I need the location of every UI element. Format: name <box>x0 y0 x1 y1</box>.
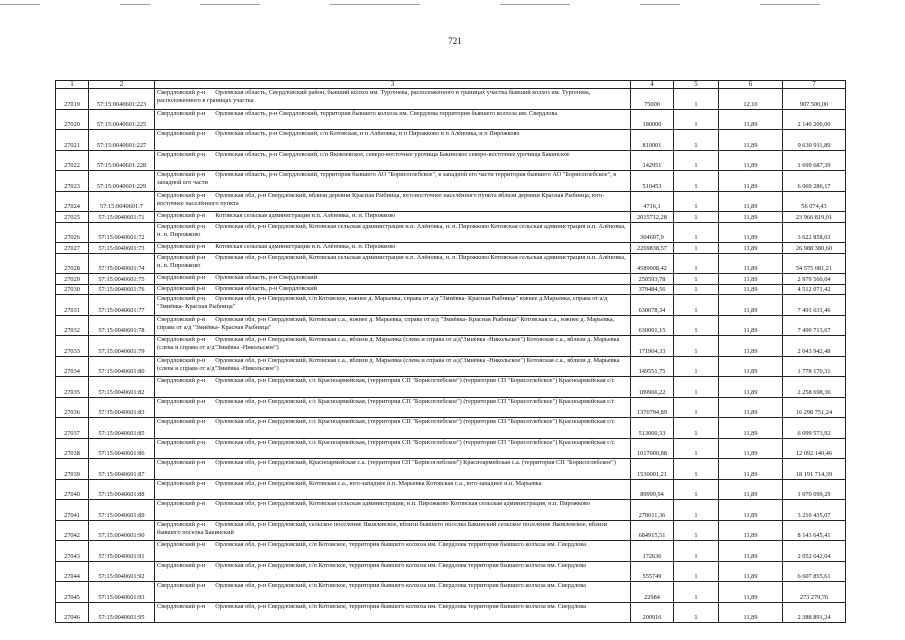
cadastral-number: 57:15:0040601:90 <box>89 520 155 541</box>
table-row <box>56 315 846 336</box>
cadastral-value: 2 388 891,24 <box>783 602 846 623</box>
coefficient: 1 <box>674 336 719 357</box>
address: Орловская обл, р-н Свердловский, Котовская с.а., вблизи д. Марьевка (слева и справа от а/д"Змиёвка -Никольское") Котовская с.а., вблизи д. Марьевка (слева и справа от а/д"Змиёвка -Никольское") <box>157 356 620 372</box>
area: 142951 <box>631 150 674 171</box>
area: 630001,15 <box>631 315 674 336</box>
area: 630078,34 <box>631 295 674 316</box>
area: 22984 <box>631 582 674 603</box>
table-row <box>56 191 846 212</box>
cadastral-number: 57:15:0040601:82 <box>89 377 155 398</box>
cadastral-value: 2 258 698,36 <box>783 377 846 398</box>
area: 1370794,89 <box>631 397 674 418</box>
area: 1017000,88 <box>631 438 674 459</box>
area: 510453 <box>631 171 674 192</box>
district: Свердловский р-н <box>157 284 206 292</box>
district: Свердловский р-н <box>157 602 206 610</box>
cadastral-number: 57:15:0040601:83 <box>89 397 155 418</box>
address: Орловская обл, р-н Свердловский, с/п Котовское, территория бывшего колхоза им. Свердлова территория бывшего колхоза им. Свердлова <box>215 561 586 569</box>
row-number: 27030 <box>56 284 89 295</box>
district: Свердловский р-н <box>157 130 206 137</box>
row-number: 27021 <box>56 130 89 151</box>
district: Свердловский р-н <box>157 438 206 446</box>
coefficient: 1 <box>674 222 719 243</box>
row-number: 27028 <box>56 253 89 274</box>
table-row <box>56 520 846 541</box>
area: 1530001,21 <box>631 459 674 480</box>
address-cell <box>155 602 631 623</box>
address: Орловская обл, р-н Свердловский, Котовская с.а., юго-западнее н.п. Марьевка Котовская с.а., юго-западнее н.п. Марьевка <box>215 479 542 487</box>
rate: 11,89 <box>719 284 783 295</box>
cadastral-number: 57:15:0040601:88 <box>89 479 155 500</box>
rate: 11,89 <box>719 397 783 418</box>
district: Свердловский р-н <box>157 336 206 343</box>
district: Свердловский р-н <box>157 315 206 323</box>
district: Свердловский р-н <box>157 109 206 117</box>
address-cell <box>155 479 631 500</box>
table-row <box>56 284 846 295</box>
area: 89999,94 <box>631 479 674 500</box>
rate: 12,10 <box>719 89 783 110</box>
cadastral-value: 8 143 645,41 <box>783 520 846 541</box>
table-row <box>56 541 846 562</box>
scan-artifact <box>0 4 905 10</box>
address: Орловская область, р-н Свердловский <box>215 274 317 281</box>
address-cell <box>155 459 631 480</box>
table-row <box>56 109 846 130</box>
address: Орловская область, р-н Свердловский, с/п Яковлевское, северо-восточнее урочища Бакинское северо-восточнее урочища Бакинское <box>215 150 570 158</box>
area: 4716,1 <box>631 191 674 212</box>
coefficient: 1 <box>674 479 719 500</box>
address-cell <box>155 284 631 295</box>
district: Свердловский р-н <box>157 253 206 261</box>
address-cell <box>155 243 631 254</box>
rate: 11,89 <box>719 315 783 336</box>
cadastral-number: 57:15:0040601:7 <box>89 191 155 212</box>
rate: 11,89 <box>719 130 783 151</box>
row-number: 27043 <box>56 541 89 562</box>
district: Свердловский р-н <box>157 479 206 487</box>
district: Свердловский р-н <box>157 274 206 281</box>
address-cell <box>155 377 631 398</box>
area: 250593,78 <box>631 274 674 285</box>
coefficient: 1 <box>674 561 719 582</box>
cadastral-value: 56 074,43 <box>783 191 846 212</box>
coefficient: 1 <box>674 150 719 171</box>
rate: 11,89 <box>719 500 783 521</box>
area: 2269838,57 <box>631 243 674 254</box>
rate: 11,89 <box>719 191 783 212</box>
district: Свердловский р-н <box>157 356 206 364</box>
cadastral-value: 273 279,76 <box>783 582 846 603</box>
cadastral-value: 4 512 071,42 <box>783 284 846 295</box>
address-cell <box>155 397 631 418</box>
address: Орловская область, р-н Свердловский, территория бывшего АО "Борисоглебское", в западной его части территория бывшего АО "Борисоглебское", в западной его части <box>157 171 617 186</box>
address: Орловская обл, р-н Свердловский, Котовская с.а., южнее д. Марьевка, справа от а/д "Змиёвка- Красная Рыбница" Котовская с.а., южнее д. Марьевка, справа от а/д "Змиёвка- Красная Рыбница" <box>157 315 615 331</box>
address-cell <box>155 295 631 316</box>
district: Свердловский р-н <box>157 520 206 528</box>
cadastral-value: 18 191 714,39 <box>783 459 846 480</box>
address-cell <box>155 171 631 192</box>
table-row <box>56 561 846 582</box>
address-cell <box>155 274 631 285</box>
row-number: 27019 <box>56 89 89 110</box>
table-row <box>56 479 846 500</box>
cadastral-number: 57:15:0040601:72 <box>89 222 155 243</box>
cadastral-value: 2 043 942,48 <box>783 336 846 357</box>
row-number: 27033 <box>56 336 89 357</box>
rate: 11,89 <box>719 295 783 316</box>
area: 172636 <box>631 541 674 562</box>
row-number: 27024 <box>56 191 89 212</box>
address-cell <box>155 438 631 459</box>
rate: 11,89 <box>719 243 783 254</box>
address: Орловская обл, р-н Свердловский, с/п Котовское, территория бывшего колхоза им. Свердлова территория бывшего колхоза им. Свердлова <box>215 582 586 589</box>
address: Котовская сельская администрация н.п. Алёновка, н. п. Пирожково <box>215 212 396 219</box>
row-number: 27040 <box>56 479 89 500</box>
rate: 11,89 <box>719 377 783 398</box>
cadastral-number: 57:15:0040601:91 <box>89 541 155 562</box>
address-cell <box>155 418 631 439</box>
district: Свердловский р-н <box>157 377 206 384</box>
table-row <box>56 602 846 623</box>
cadastral-value: 2 052 642,04 <box>783 541 846 562</box>
row-number: 27044 <box>56 561 89 582</box>
address: Орловская обл, р-н Свердловский, с/п Котовское, южнее д. Марьевка, справа от а/д "Змиёвка- Красная Рыбница" южнее д.Марьевка, справа от а/д "Змиёвка- Красная Рыбница" <box>157 295 608 310</box>
cadastral-value: 2 140 200,00 <box>783 109 846 130</box>
address-cell <box>155 582 631 603</box>
table-header-row <box>56 81 846 89</box>
row-number: 27025 <box>56 212 89 223</box>
table-row <box>56 438 846 459</box>
rate: 11,89 <box>719 459 783 480</box>
table-row <box>56 336 846 357</box>
row-number: 27034 <box>56 356 89 377</box>
row-number: 27031 <box>56 295 89 316</box>
address: Орловская область, р-н Свердловский, с/п Котовская, н п Алёновка, н п Пирожково н п Алёновка, н п Пирожково <box>215 130 520 137</box>
rate: 11,89 <box>719 222 783 243</box>
cadastral-value: 1 699 687,39 <box>783 150 846 171</box>
coefficient: 1 <box>674 191 719 212</box>
rate: 11,89 <box>719 356 783 377</box>
cadastral-number: 57:15:0040601:79 <box>89 336 155 357</box>
area: 180000 <box>631 109 674 130</box>
cadastral-value: 2 979 560,04 <box>783 274 846 285</box>
address: Орловская обл, р-н Свердловский, с/с Красноармейская, (территория СП "Борисоглебское") (территория СП "Борисоглебское") Красноармейская с/с <box>215 418 615 425</box>
rate: 11,89 <box>719 109 783 130</box>
cadastral-value: 26 988 380,60 <box>783 243 846 254</box>
row-number: 27029 <box>56 274 89 285</box>
address-cell <box>155 520 631 541</box>
rate: 11,89 <box>719 212 783 223</box>
rate: 11,89 <box>719 582 783 603</box>
header-col-2: 2 <box>89 81 155 89</box>
district: Свердловский р-н <box>157 459 206 466</box>
rate: 11,89 <box>719 479 783 500</box>
address-cell <box>155 356 631 377</box>
address: Орловская обл, р-н Свердловский, с/с Красноармейская, (территория СП "Борисоглебское") (территория СП "Борисоглебское") Красноармейская с/с <box>215 438 615 446</box>
coefficient: 1 <box>674 602 719 623</box>
address-cell <box>155 89 631 110</box>
address-cell <box>155 191 631 212</box>
district: Свердловский р-н <box>157 295 206 302</box>
coefficient: 1 <box>674 356 719 377</box>
cadastral-value: 54 575 081,21 <box>783 253 846 274</box>
cadastral-number: 57:15:0040601:95 <box>89 602 155 623</box>
rate: 11,89 <box>719 438 783 459</box>
rate: 11,89 <box>719 274 783 285</box>
rate: 11,89 <box>719 171 783 192</box>
coefficient: 1 <box>674 459 719 480</box>
address: Орловская обл, р-н Свердловский, Котовская с.а., вблизи д. Марьевка (слева и справа от а/д"Змиёвка -Никольское") Котовская с.а., вблизи д. Марьевка (слева и справа от а/д"Змиёвка -Никольское") <box>157 336 620 351</box>
row-number: 27041 <box>56 500 89 521</box>
table-row <box>56 459 846 480</box>
cadastral-number: 57:15:0040601:71 <box>89 212 155 223</box>
area: 304697,9 <box>631 222 674 243</box>
cadastral-number: 57:15:0040601:78 <box>89 315 155 336</box>
row-number: 27027 <box>56 243 89 254</box>
cadastral-value: 1 070 099,29 <box>783 479 846 500</box>
area: 810001 <box>631 130 674 151</box>
rate: 11,89 <box>719 253 783 274</box>
area: 555749 <box>631 561 674 582</box>
rate: 11,89 <box>719 336 783 357</box>
coefficient: 1 <box>674 520 719 541</box>
table-row <box>56 130 846 151</box>
cadastral-number: 57:15:0040601:80 <box>89 356 155 377</box>
row-number: 27026 <box>56 222 89 243</box>
cadastral-value: 6 607 855,61 <box>783 561 846 582</box>
coefficient: 1 <box>674 315 719 336</box>
table-row <box>56 274 846 285</box>
address-cell <box>155 561 631 582</box>
table-row <box>56 377 846 398</box>
coefficient: 1 <box>674 171 719 192</box>
address-cell <box>155 253 631 274</box>
cadastral-value: 12 092 140,46 <box>783 438 846 459</box>
rate: 11,89 <box>719 520 783 541</box>
address: Орловская обл, р-н Свердловский, с/п Котовское, территория бывшего колхоза им. Свердлова территория бывшего колхоза им. Свердлова <box>215 541 586 548</box>
rate: 11,89 <box>719 541 783 562</box>
address: Орловская обл, р-н Свердловский, вблизи деревни Красная Рыбница, юго-восточнее населённого пункта вблизи деревни Красная Рыбница, юго-восточнее населённого пункта <box>157 191 605 207</box>
district: Свердловский р-н <box>157 222 206 230</box>
area: 684915,51 <box>631 520 674 541</box>
table-row <box>56 500 846 521</box>
header-col-4: 4 <box>631 81 674 89</box>
address-cell <box>155 109 631 130</box>
table-row <box>56 582 846 603</box>
row-number: 27020 <box>56 109 89 130</box>
row-number: 27039 <box>56 459 89 480</box>
district: Свердловский р-н <box>157 191 206 199</box>
cadastral-number: 57:15:0040601:228 <box>89 150 155 171</box>
address: Орловская обл, р-н Свердловский, с/п Котовское, территория бывшего колхоза им. Свердлова территория бывшего колхоза им. Свердлова <box>215 602 586 610</box>
cadastral-number: 57:15:0040601:75 <box>89 274 155 285</box>
cadastral-number: 57:15:0040601:225 <box>89 109 155 130</box>
header-col-1: 1 <box>56 81 89 89</box>
cadastral-number: 57:15:0040601:85 <box>89 418 155 439</box>
table-row <box>56 253 846 274</box>
row-number: 27022 <box>56 150 89 171</box>
cadastral-number: 57:15:0040601:86 <box>89 438 155 459</box>
cadastral-number: 57:15:0040601:93 <box>89 582 155 603</box>
address: Орловская обл, р-н Свердловский, сельское поселение Яковлевское, вблизи бывшего поселка Бакинский сельское поселение Яковлевское, вблизи бывшего поселка Бакинский <box>157 520 608 536</box>
district: Свердловский р-н <box>157 89 206 96</box>
address-cell <box>155 315 631 336</box>
table-row <box>56 212 846 223</box>
table-row <box>56 222 846 243</box>
row-number: 27035 <box>56 377 89 398</box>
row-number: 27045 <box>56 582 89 603</box>
area: 4589908,42 <box>631 253 674 274</box>
page-number: 721 <box>448 36 462 46</box>
row-number: 27032 <box>56 315 89 336</box>
district: Свердловский р-н <box>157 582 206 589</box>
cadastral-value: 6 069 286,17 <box>783 171 846 192</box>
table-row <box>56 418 846 439</box>
table-row <box>56 295 846 316</box>
address: Орловская обл, р-н Свердловский, Котовская сельская администрация н.п. Алёновка, н. п. Пирожково Котовская сельская администрация н.п. Алёновка, н. п. Пирожково <box>157 222 626 238</box>
cadastral-number: 57:15:0040601:77 <box>89 295 155 316</box>
area: 200916 <box>631 602 674 623</box>
address: Орловская обл, р-н Свердловский, Котовская сельская администрация, н.п. Пирожково Котовская сельская администрация, н.п. Пирожково <box>215 500 590 507</box>
rate: 11,89 <box>719 561 783 582</box>
row-number: 27023 <box>56 171 89 192</box>
cadastral-number: 57:15:0040601:76 <box>89 284 155 295</box>
coefficient: 1 <box>674 109 719 130</box>
address: Орловская обл, р-н Свердловский, Котовская сельская администрация н.п. Алёновка, н. п. Пирожково Котовская сельская администрация н.п. Алёновка, н. п. Пирожково <box>157 253 626 269</box>
district: Свердловский р-н <box>157 418 206 425</box>
area: 149551,75 <box>631 356 674 377</box>
coefficient: 1 <box>674 284 719 295</box>
district: Свердловский р-н <box>157 150 206 158</box>
cadastral-number: 57:15:0040601:74 <box>89 253 155 274</box>
coefficient: 1 <box>674 89 719 110</box>
coefficient: 1 <box>674 438 719 459</box>
header-col-5: 5 <box>674 81 719 89</box>
cadastral-number: 57:15:0040601:73 <box>89 243 155 254</box>
rate: 11,89 <box>719 418 783 439</box>
row-number: 27046 <box>56 602 89 623</box>
address-cell <box>155 222 631 243</box>
cadastral-value: 7 491 631,46 <box>783 295 846 316</box>
address: Орловская область, р-н Свердловский, территория бывшего колхоза им. Свердлова территория бывшего колхоза им. Свердлова <box>215 109 558 117</box>
address: Орловская обл, р-н Свердловский, с/с Красноармейская, (территория СП "Борисоглебское") (территория СП "Борисоглебское") Красноармейская с/с <box>215 377 615 384</box>
row-number: 27037 <box>56 418 89 439</box>
district: Свердловский р-н <box>157 243 206 250</box>
district: Свердловский р-н <box>157 397 206 405</box>
coefficient: 1 <box>674 295 719 316</box>
cadastral-value: 9 630 911,89 <box>783 130 846 151</box>
table-row <box>56 171 846 192</box>
area: 513000,33 <box>631 418 674 439</box>
address: Орловская область, р-н Свердловский <box>215 284 317 292</box>
district: Свердловский р-н <box>157 500 206 507</box>
table-row <box>56 89 846 110</box>
coefficient: 1 <box>674 418 719 439</box>
cadastral-value: 7 490 713,67 <box>783 315 846 336</box>
address-cell <box>155 541 631 562</box>
row-number: 27038 <box>56 438 89 459</box>
district: Свердловский р-н <box>157 541 206 548</box>
cadastral-value: 3 210 435,07 <box>783 500 846 521</box>
coefficient: 1 <box>674 397 719 418</box>
cadastral-value: 16 298 751,24 <box>783 397 846 418</box>
address-cell <box>155 336 631 357</box>
header-col-6: 6 <box>719 81 783 89</box>
cadastral-value: 3 622 858,03 <box>783 222 846 243</box>
area: 189966,22 <box>631 377 674 398</box>
coefficient: 1 <box>674 253 719 274</box>
coefficient: 1 <box>674 274 719 285</box>
cadastral-number: 57:15:0040601:229 <box>89 171 155 192</box>
cadastral-value: 23 966 819,01 <box>783 212 846 223</box>
table-row <box>56 243 846 254</box>
cadastral-number: 57:15:0040601:227 <box>89 130 155 151</box>
district: Свердловский р-н <box>157 561 206 569</box>
cadastral-number: 57:15:0040601:223 <box>89 89 155 110</box>
coefficient: 1 <box>674 500 719 521</box>
address: Орловская область, Свердловский район, бывший колхоз им. Тургенева, расположенного в границах участка бывший колхоз им. Тургенева, расположенного в границах участка <box>157 89 591 104</box>
header-col-7: 7 <box>783 81 846 89</box>
table-row <box>56 397 846 418</box>
cadastral-number: 57:15:0040601:89 <box>89 500 155 521</box>
district: Свердловский р-н <box>157 171 206 178</box>
row-number: 27036 <box>56 397 89 418</box>
coefficient: 1 <box>674 212 719 223</box>
cadastral-number: 57:15:0040601:87 <box>89 459 155 480</box>
cadastral-value: 907 500,00 <box>783 89 846 110</box>
area: 2015712,28 <box>631 212 674 223</box>
table-row <box>56 150 846 171</box>
address-cell <box>155 130 631 151</box>
address: Орловская обл, р-н Свердловский, Красноармейская с.а. (территория СП "Борисоглебское") Красноармейская с.а. (территория СП "Борисоглебское") <box>215 459 616 466</box>
rate: 11,89 <box>719 150 783 171</box>
address-cell <box>155 150 631 171</box>
area: 270011,36 <box>631 500 674 521</box>
land-plot-table <box>55 80 846 623</box>
coefficient: 1 <box>674 582 719 603</box>
table-row <box>56 356 846 377</box>
coefficient: 1 <box>674 243 719 254</box>
area: 75000 <box>631 89 674 110</box>
address: Котовская сельская администрация н.п. Алёновка, н. п. Пирожково <box>215 243 396 250</box>
address-cell <box>155 212 631 223</box>
coefficient: 1 <box>674 541 719 562</box>
area: 171904,33 <box>631 336 674 357</box>
coefficient: 1 <box>674 130 719 151</box>
cadastral-value: 6 099 573,92 <box>783 418 846 439</box>
area: 379484,56 <box>631 284 674 295</box>
address: Орловская обл, р-н Свердловский, с/с Красноармейская, (территория СП "Борисоглебское") (территория СП "Борисоглебское") Красноармейская с/с <box>215 397 615 405</box>
cadastral-number: 57:15:0040601:92 <box>89 561 155 582</box>
header-col-3: 3 <box>155 81 631 89</box>
district: Свердловский р-н <box>157 212 206 219</box>
coefficient: 1 <box>674 377 719 398</box>
row-number: 27042 <box>56 520 89 541</box>
address-cell <box>155 500 631 521</box>
cadastral-value: 1 778 170,31 <box>783 356 846 377</box>
rate: 11,89 <box>719 602 783 623</box>
